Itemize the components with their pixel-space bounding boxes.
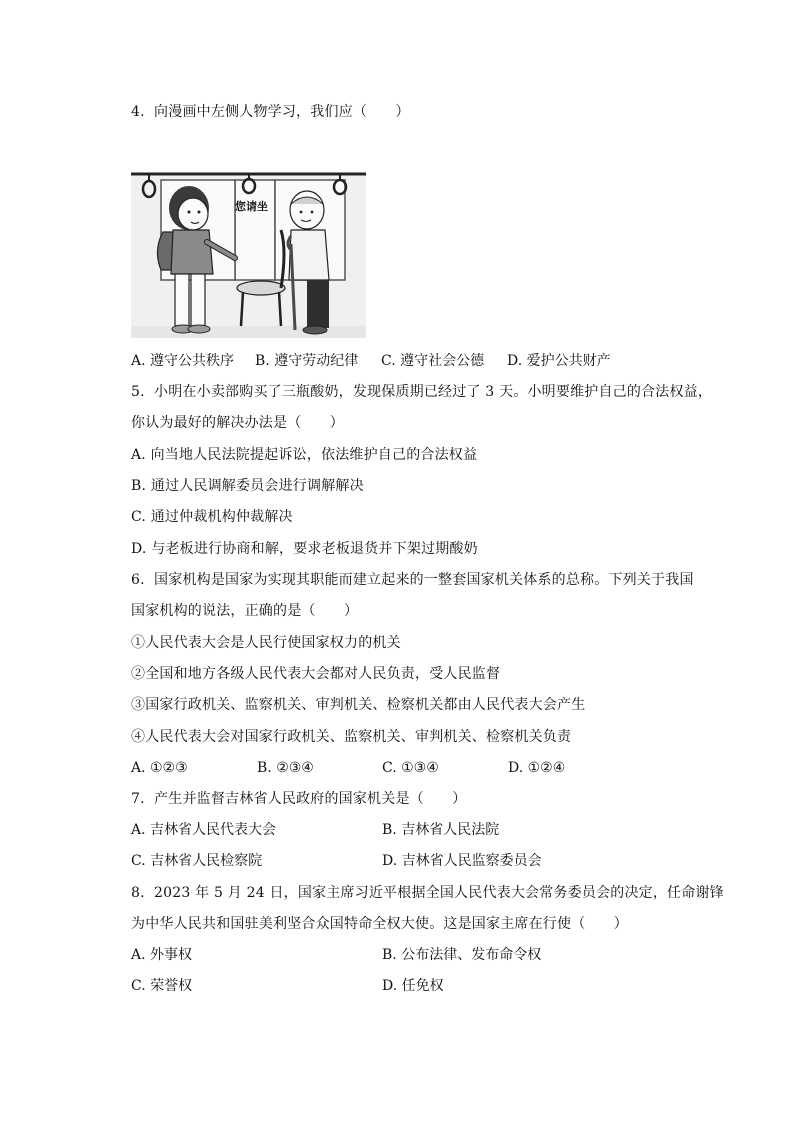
q5-option-a[interactable]: A. 向当地人民法院提起诉讼，依法维护自己的合法权益 bbox=[131, 447, 478, 463]
q6-statement-4: ④人民代表大会对国家行政机关、监察机关、审判机关、检察机关负责 bbox=[131, 729, 572, 745]
q6-statement-3: ③国家行政机关、监察机关、审判机关、检察机关都由人民代表大会产生 bbox=[131, 697, 586, 713]
q7-option-c[interactable]: C. 吉林省人民检察院 bbox=[131, 853, 263, 869]
q4-option-c[interactable]: C. 遵守社会公德 bbox=[381, 353, 485, 369]
q6-option-d[interactable]: D. ①②④ bbox=[508, 760, 566, 776]
q5-option-d[interactable]: D. 与老板进行协商和解，要求老板退货并下架过期酸奶 bbox=[131, 541, 478, 557]
q4-option-b[interactable]: B. 遵守劳动纪律 bbox=[255, 353, 359, 369]
q7-stem: 7. 产生并监督吉林省人民政府的国家机关是（ ） bbox=[131, 791, 467, 807]
q4-option-a[interactable]: A. 遵守公共秩序 bbox=[131, 353, 235, 369]
q6-option-b[interactable]: B. ②③④ bbox=[257, 760, 314, 776]
q4-stem: 4. 向漫画中左侧人物学习，我们应（ ） bbox=[131, 104, 410, 120]
q4-option-d[interactable]: D. 爱护公共财产 bbox=[507, 353, 611, 369]
q5-stem-line2: 你认为最好的解决办法是（ ） bbox=[131, 415, 344, 431]
q8-option-d[interactable]: D. 任免权 bbox=[382, 978, 444, 994]
q8-option-b[interactable]: B. 公布法律、发布命令权 bbox=[382, 947, 542, 963]
q7-option-b[interactable]: B. 吉林省人民法院 bbox=[382, 822, 500, 838]
cartoon-offering-seat bbox=[131, 170, 366, 338]
q7-option-d[interactable]: D. 吉林省人民监察委员会 bbox=[382, 853, 542, 869]
q8-stem-line2: 为中华人民共和国驻美利坚合众国特命全权大使。这是国家主席在行使（ ） bbox=[131, 916, 628, 932]
q6-stem-line1: 6. 国家机构是国家为实现其职能而建立起来的一整套国家机关体系的总称。下列关于我国 bbox=[131, 572, 694, 588]
elderly-man-figure bbox=[288, 191, 329, 334]
q5-option-c[interactable]: C. 通过仲裁机构仲裁解决 bbox=[131, 509, 293, 525]
q8-option-a[interactable]: A. 外事权 bbox=[131, 947, 193, 963]
q8-option-c[interactable]: C. 荣誉权 bbox=[131, 978, 193, 994]
cartoon-caption: 您请坐 bbox=[235, 200, 268, 213]
q7-option-a[interactable]: A. 吉林省人民代表大会 bbox=[131, 822, 277, 838]
q6-option-c[interactable]: C. ①③④ bbox=[382, 760, 439, 776]
q5-stem-line1: 5. 小明在小卖部购买了三瓶酸奶，发现保质期已经过了 3 天。小明要维护自己的合法权益， bbox=[131, 384, 713, 400]
q5-option-b[interactable]: B. 通过人民调解委员会进行调解解决 bbox=[131, 478, 364, 494]
q6-statement-1: ①人民代表大会是人民行使国家权力的机关 bbox=[131, 635, 401, 651]
q8-stem-line1: 8. 2023 年 5 月 24 日，国家主席习近平根据全国人民代表大会常务委员会的决定，任命谢锋 bbox=[131, 885, 724, 901]
q6-stem-line2: 国家机构的说法，正确的是（ ） bbox=[131, 603, 359, 619]
q6-statement-2: ②全国和地方各级人民代表大会都对人民负责，受人民监督 bbox=[131, 666, 501, 682]
q6-option-a[interactable]: A. ①②③ bbox=[131, 760, 188, 776]
